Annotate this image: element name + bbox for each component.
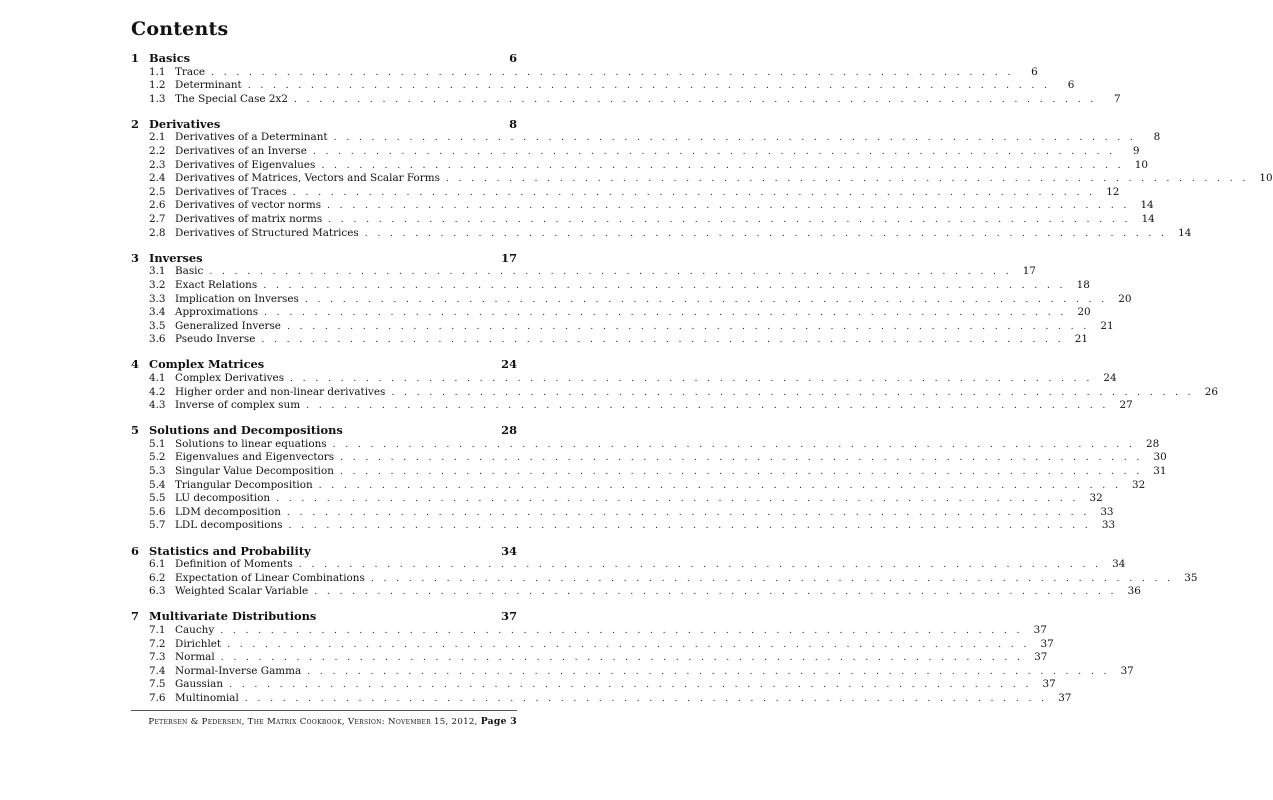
dot-leader: . . . . . . . . . . . . . . . . . . . . . . . . . . . . . . . . . . . . . . . . . . . . . . . . . . . . . . . . . . . . . . . . — [298, 559, 1102, 571]
dot-leader: . . . . . . . . . . . . . . . . . . . . . . . . . . . . . . . . . . . . . . . . . . . . . . . . . . . . . . . . . . . . . . . . — [244, 692, 1048, 704]
section-title: Derivatives of vector norms — [175, 199, 322, 212]
toc-chapter — [131, 543, 1198, 599]
section-number: 3.6 — [149, 333, 166, 346]
section-page-number: 35 — [1184, 571, 1198, 584]
section-title: Complex Derivatives — [175, 371, 285, 384]
toc-section-entry[interactable] — [131, 158, 1148, 173]
section-number: 7.4 — [149, 664, 166, 677]
section-page-number: 26 — [1204, 385, 1219, 398]
section-title: Normal — [175, 651, 215, 664]
section-page-number: 17 — [1022, 265, 1036, 278]
toc-section-entry[interactable] — [131, 371, 1117, 386]
chapter-number: 4 — [131, 357, 139, 372]
footer-page-number: Page 3 — [480, 716, 517, 727]
section-number: 5.1 — [149, 437, 166, 450]
chapter-page-number: 37 — [501, 609, 517, 624]
toc-chapter — [131, 609, 1134, 705]
chapter-title: Multivariate Distributions — [149, 609, 317, 624]
dot-leader: . . . . . . . . . . . . . . . . . . . . . . . . . . . . . . . . . . . . . . . . . . . . . . . . . . . . . . . . . . . . . . . . — [292, 186, 1096, 198]
section-page-number: 33 — [1101, 519, 1116, 532]
toc-section-entry[interactable] — [131, 185, 1120, 200]
section-title: Derivatives of a Determinant — [175, 131, 328, 144]
section-title: Expectation of Linear Combinations — [175, 571, 365, 584]
toc-chapter — [131, 423, 1167, 533]
section-number: 3.3 — [149, 292, 166, 305]
section-page-number: 14 — [1178, 226, 1192, 239]
dot-leader: . . . . . . . . . . . . . . . . . . . . . . . . . . . . . . . . . . . . . . . . . . . . . . . . . . . . . . . . . . . . . . . . — [307, 665, 1110, 677]
toc-section-entry[interactable] — [131, 319, 1114, 334]
dot-leader: . . . . . . . . . . . . . . . . . . . . . . . . . . . . . . . . . . . . . . . . . . . . . . . . . . . . . . . . . . . . . . . . — [314, 586, 1117, 598]
dot-leader: . . . . . . . . . . . . . . . . . . . . . . . . . . . . . . . . . . . . . . . . . . . . . . . . . . . . . . . . . . . . . . . . — [220, 624, 1023, 636]
toc-section-entry[interactable] — [131, 385, 1219, 400]
toc-section-entry[interactable] — [131, 265, 1036, 279]
section-number: 2.8 — [149, 226, 166, 239]
section-page-number: 30 — [1153, 451, 1167, 464]
dot-leader: . . . . . . . . . . . . . . . . . . . . . . . . . . . . . . . . . . . . . . . . . . . . . . . . . . . . . . . . . . . . . . . . — [286, 320, 1090, 332]
section-number: 3.4 — [149, 306, 166, 319]
toc-section-entry[interactable] — [131, 79, 1075, 93]
section-number: 5.2 — [149, 451, 166, 464]
dot-leader: . . . . . . . . . . . . . . . . . . . . . . . . . . . . . . . . . . . . . . . . . . . . . . . . . . . . . . . . . . . . . . . . — [332, 438, 1136, 450]
section-number: 2.1 — [149, 131, 166, 144]
toc-section-entry[interactable] — [131, 651, 1048, 665]
table-of-contents — [131, 51, 1273, 717]
section-title: Derivatives of Traces — [175, 185, 287, 198]
section-page-number: 34 — [1112, 558, 1126, 571]
section-number: 1.2 — [149, 79, 166, 92]
section-title: LDM decomposition — [175, 505, 281, 518]
toc-section-entry[interactable] — [131, 213, 1155, 227]
section-page-number: 20 — [1077, 306, 1091, 319]
section-page-number: 10 — [1134, 158, 1148, 171]
section-title: Gaussian — [175, 678, 224, 691]
dot-leader: . . . . . . . . . . . . . . . . . . . . . . . . . . . . . . . . . . . . . . . . . . . . . . . . . . . . . . . . . . . . . . . . — [391, 386, 1195, 398]
toc-section-entry[interactable] — [131, 437, 1160, 452]
toc-section-entry[interactable] — [131, 172, 1273, 186]
page-footer — [131, 716, 517, 727]
dot-leader: . . . . . . . . . . . . . . . . . . . . . . . . . . . . . . . . . . . . . . . . . . . . . . . . . . . . . . . . . . . . . . . . — [276, 493, 1079, 505]
chapter-title: Basics — [149, 51, 191, 65]
section-number: 5.3 — [149, 465, 166, 478]
toc-section-entry[interactable] — [131, 519, 1116, 533]
section-number: 7.2 — [149, 637, 166, 650]
section-title: Trace — [175, 65, 206, 78]
section-number: 7.3 — [149, 651, 166, 664]
chapter-number: 2 — [131, 116, 139, 131]
dot-leader: . . . . . . . . . . . . . . . . . . . . . . . . . . . . . . . . . . . . . . . . . . . . . . . . . . . . . . . . . . . . . . . . — [370, 572, 1174, 584]
section-number: 2.4 — [149, 172, 166, 185]
toc-section-entry[interactable] — [131, 278, 1090, 293]
section-page-number: 32 — [1132, 478, 1146, 491]
section-title: Derivatives of Eigenvalues — [175, 158, 316, 171]
dot-leader: . . . . . . . . . . . . . . . . . . . . . . . . . . . . . . . . . . . . . . . . . . . . . . . . . . . . . . . . . . . . . . . . — [264, 307, 1067, 319]
chapter-title: Solutions and Decompositions — [149, 423, 343, 438]
dot-leader: . . . . . . . . . . . . . . . . . . . . . . . . . . . . . . . . . . . . . . . . . . . . . . . . . . . . . . . . . . . . . . . . — [211, 66, 1014, 78]
section-number: 1.1 — [149, 65, 166, 78]
section-title: Normal-Inverse Gamma — [175, 664, 302, 677]
toc-section-entry[interactable] — [131, 465, 1167, 479]
toc-chapter — [131, 357, 1219, 412]
toc-chapter — [131, 51, 1121, 106]
toc-section-entry[interactable] — [131, 678, 1056, 692]
dot-leader: . . . . . . . . . . . . . . . . . . . . . . . . . . . . . . . . . . . . . . . . . . . . . . . . . . . . . . . . . . . . . . . . — [229, 679, 1032, 691]
toc-section-entry[interactable] — [131, 292, 1132, 307]
dot-leader: . . . . . . . . . . . . . . . . . . . . . . . . . . . . . . . . . . . . . . . . . . . . . . . . . . . . . . . . . . . . . . . . — [227, 638, 1030, 650]
toc-section-entry[interactable] — [131, 492, 1103, 506]
toc-chapter-entry[interactable] — [131, 52, 517, 66]
section-title: Inverse of complex sum — [175, 399, 301, 412]
section-title: Definition of Moments — [175, 558, 293, 571]
section-page-number: 6 — [1031, 65, 1038, 78]
toc-section-entry[interactable] — [131, 505, 1114, 520]
section-title: Pseudo Inverse — [175, 333, 256, 346]
chapter-number: 5 — [131, 423, 139, 438]
section-title: Dirichlet — [175, 637, 222, 650]
section-number: 2.2 — [149, 145, 166, 158]
section-page-number: 21 — [1100, 319, 1114, 332]
section-title: Implication on Inverses — [175, 292, 299, 305]
toc-section-entry[interactable] — [131, 637, 1054, 652]
section-number: 2.5 — [149, 185, 166, 198]
section-title: LDL decompositions — [175, 519, 283, 532]
section-page-number: 37 — [1034, 651, 1048, 664]
section-number: 2.3 — [149, 158, 166, 171]
toc-section-entry[interactable] — [131, 92, 1121, 107]
section-title: Approximations — [175, 306, 259, 319]
section-page-number: 27 — [1119, 399, 1133, 412]
dot-leader: . . . . . . . . . . . . . . . . . . . . . . . . . . . . . . . . . . . . . . . . . . . . . . . . . . . . . . . . . . . . . . . . — [293, 93, 1097, 105]
section-page-number: 37 — [1058, 691, 1072, 704]
toc-chapter — [131, 250, 1132, 347]
section-title: Derivatives of Matrices, Vectors and Scalar Forms — [175, 172, 440, 185]
toc-section-entry[interactable] — [131, 145, 1140, 159]
section-number: 6.3 — [149, 585, 166, 598]
toc-chapter-entry[interactable] — [131, 424, 517, 438]
dot-leader: . . . . . . . . . . . . . . . . . . . . . . . . . . . . . . . . . . . . . . . . . . . . . . . . . . . . . . . . . . . . . . . . — [318, 479, 1122, 491]
section-title: Eigenvalues and Eigenvectors — [175, 451, 335, 464]
chapter-number: 3 — [131, 250, 139, 265]
section-title: Basic — [175, 265, 204, 278]
section-number: 5.4 — [149, 478, 166, 491]
toc-section-entry[interactable] — [131, 131, 1161, 145]
section-page-number: 14 — [1141, 213, 1155, 226]
toc-section-entry[interactable] — [131, 333, 1088, 347]
chapter-title: Statistics and Probability — [149, 543, 311, 558]
section-page-number: 8 — [1153, 131, 1161, 144]
dot-leader: . . . . . . . . . . . . . . . . . . . . . . . . . . . . . . . . . . . . . . . . . . . . . . . . . . . . . . . . . . . . . . . . — [312, 146, 1116, 158]
section-number: 3.5 — [149, 319, 166, 332]
toc-chapter-entry[interactable] — [131, 610, 517, 624]
section-number: 5.5 — [149, 492, 166, 505]
chapter-page-number: 28 — [501, 423, 517, 438]
dot-leader: . . . . . . . . . . . . . . . . . . . . . . . . . . . . . . . . . . . . . . . . . . . . . . . . . . . . . . . . . . . . . . . . — [209, 266, 1012, 278]
section-page-number: 37 — [1042, 678, 1056, 691]
section-page-number: 10 — [1259, 172, 1273, 185]
dot-leader: . . . . . . . . . . . . . . . . . . . . . . . . . . . . . . . . . . . . . . . . . . . . . . . . . . . . . . . . . . . . . . . . — [364, 227, 1168, 239]
section-title: Derivatives of Structured Matrices — [175, 226, 359, 239]
section-number: 7.1 — [149, 623, 166, 636]
toc-section-entry[interactable] — [131, 451, 1167, 465]
toc-section-entry[interactable] — [131, 199, 1154, 213]
section-title: Multinomial — [175, 691, 239, 704]
dot-leader: . . . . . . . . . . . . . . . . . . . . . . . . . . . . . . . . . . . . . . . . . . . . . . . . . . . . . . . . . . . . . . . . — [340, 452, 1143, 464]
section-page-number: 9 — [1132, 145, 1140, 158]
toc-section-entry[interactable] — [131, 306, 1091, 320]
section-page-number: 37 — [1120, 664, 1134, 677]
toc-section-entry[interactable] — [131, 478, 1146, 493]
toc-section-entry[interactable] — [131, 226, 1192, 241]
chapter-page-number: 6 — [509, 51, 517, 65]
toc-section-entry[interactable] — [131, 571, 1198, 586]
section-page-number: 12 — [1106, 185, 1120, 198]
chapter-number: 1 — [131, 51, 139, 65]
dot-leader: . . . . . . . . . . . . . . . . . . . . . . . . . . . . . . . . . . . . . . . . . . . . . . . . . . . . . . . . . . . . . . . . — [261, 334, 1064, 346]
section-title: LU decomposition — [175, 492, 271, 505]
section-page-number: 18 — [1076, 278, 1090, 291]
chapter-page-number: 17 — [501, 250, 517, 265]
section-number: 2.6 — [149, 199, 166, 212]
section-page-number: 37 — [1033, 623, 1047, 636]
chapter-title: Inverses — [149, 250, 203, 265]
toc-section-entry[interactable] — [131, 691, 1072, 706]
chapter-number: 7 — [131, 609, 139, 624]
chapter-page-number: 8 — [509, 116, 517, 131]
section-number: 1.3 — [149, 92, 166, 105]
toc-section-entry[interactable] — [131, 664, 1134, 679]
section-title: Weighted Scalar Variable — [175, 585, 309, 598]
section-page-number: 33 — [1100, 505, 1114, 518]
section-page-number: 6 — [1067, 79, 1075, 92]
section-number: 4.3 — [149, 399, 166, 412]
dot-leader: . . . . . . . . . . . . . . . . . . . . . . . . . . . . . . . . . . . . . . . . . . . . . . . . . . . . . . . . . . . . . . . . — [263, 279, 1066, 291]
section-page-number: 21 — [1074, 333, 1088, 346]
toc-section-entry[interactable] — [131, 558, 1126, 572]
dot-leader: . . . . . . . . . . . . . . . . . . . . . . . . . . . . . . . . . . . . . . . . . . . . . . . . . . . . . . . . . . . . . . . . — [304, 293, 1108, 305]
dot-leader: . . . . . . . . . . . . . . . . . . . . . . . . . . . . . . . . . . . . . . . . . . . . . . . . . . . . . . . . . . . . . . . . — [247, 80, 1051, 92]
section-page-number: 14 — [1140, 199, 1154, 212]
toc-section-entry[interactable] — [131, 399, 1133, 413]
footer-citation: Petersen & Pedersen, The Matrix Cookbook, Version: November 15, 2012, — [148, 717, 478, 727]
chapter-number: 6 — [131, 543, 139, 558]
section-title: Solutions to linear equations — [175, 437, 327, 450]
chapter-title: Derivatives — [149, 116, 221, 131]
dot-leader: . . . . . . . . . . . . . . . . . . . . . . . . . . . . . . . . . . . . . . . . . . . . . . . . . . . . . . . . . . . . . . . . — [333, 132, 1137, 144]
dot-leader: . . . . . . . . . . . . . . . . . . . . . . . . . . . . . . . . . . . . . . . . . . . . . . . . . . . . . . . . . . . . . . . . — [290, 372, 1093, 384]
dot-leader: . . . . . . . . . . . . . . . . . . . . . . . . . . . . . . . . . . . . . . . . . . . . . . . . . . . . . . . . . . . . . . . . — [321, 159, 1124, 171]
dot-leader: . . . . . . . . . . . . . . . . . . . . . . . . . . . . . . . . . . . . . . . . . . . . . . . . . . . . . . . . . . . . . . . . — [286, 506, 1090, 518]
dot-leader: . . . . . . . . . . . . . . . . . . . . . . . . . . . . . . . . . . . . . . . . . . . . . . . . . . . . . . . . . . . . . . . . — [288, 520, 1092, 532]
toc-chapter-entry[interactable] — [131, 545, 517, 559]
section-number: 4.2 — [149, 385, 166, 398]
dot-leader: . . . . . . . . . . . . . . . . . . . . . . . . . . . . . . . . . . . . . . . . . . . . . . . . . . . . . . . . . . . . . . . . — [220, 652, 1024, 664]
chapter-page-number: 34 — [501, 543, 517, 558]
section-title: Generalized Inverse — [175, 319, 281, 332]
dot-leader: . . . . . . . . . . . . . . . . . . . . . . . . . . . . . . . . . . . . . . . . . . . . . . . . . . . . . . . . . . . . . . . . — [445, 173, 1249, 185]
section-page-number: 32 — [1089, 492, 1103, 505]
section-title: Singular Value Decomposition — [175, 465, 334, 478]
section-number: 4.1 — [149, 371, 166, 384]
dot-leader: . . . . . . . . . . . . . . . . . . . . . . . . . . . . . . . . . . . . . . . . . . . . . . . . . . . . . . . . . . . . . . . . — [339, 466, 1143, 478]
section-number: 3.1 — [149, 265, 166, 278]
dot-leader: . . . . . . . . . . . . . . . . . . . . . . . . . . . . . . . . . . . . . . . . . . . . . . . . . . . . . . . . . . . . . . . . — [306, 400, 1109, 412]
section-title: Higher order and non-linear derivatives — [175, 385, 386, 398]
section-title: The Special Case 2x2 — [175, 92, 288, 105]
dot-leader: . . . . . . . . . . . . . . . . . . . . . . . . . . . . . . . . . . . . . . . . . . . . . . . . . . . . . . . . . . . . . . . . — [328, 214, 1131, 226]
dot-leader: . . . . . . . . . . . . . . . . . . . . . . . . . . . . . . . . . . . . . . . . . . . . . . . . . . . . . . . . . . . . . . . . — [327, 200, 1130, 212]
section-title: Determinant — [175, 79, 242, 92]
toc-section-entry[interactable] — [131, 623, 1047, 638]
toc-chapter — [131, 116, 1273, 240]
toc-chapter-entry[interactable] — [131, 252, 517, 266]
section-number: 3.2 — [149, 278, 166, 291]
section-number: 2.7 — [149, 213, 166, 226]
section-page-number: 7 — [1113, 92, 1121, 105]
section-page-number: 24 — [1103, 371, 1117, 384]
section-title: Triangular Decomposition — [175, 478, 313, 491]
chapter-title: Complex Matrices — [149, 357, 265, 372]
section-number: 6.1 — [149, 558, 166, 571]
toc-section-entry[interactable] — [131, 65, 1038, 80]
section-number: 5.6 — [149, 505, 166, 518]
footer-divider — [131, 710, 517, 711]
section-page-number: 20 — [1118, 292, 1132, 305]
section-number: 7.6 — [149, 691, 166, 704]
section-number: 5.7 — [149, 519, 166, 532]
section-page-number: 37 — [1040, 637, 1054, 650]
section-page-number: 28 — [1146, 437, 1160, 450]
toc-chapter-entry[interactable] — [131, 118, 517, 132]
section-title: Derivatives of matrix norms — [175, 213, 323, 226]
section-number: 7.5 — [149, 678, 166, 691]
section-page-number: 31 — [1153, 465, 1167, 478]
section-title: Exact Relations — [175, 278, 258, 291]
page-title: Contents — [131, 18, 229, 40]
section-title: Cauchy — [175, 623, 215, 636]
section-number: 6.2 — [149, 571, 166, 584]
section-title: Derivatives of an Inverse — [175, 145, 307, 158]
toc-chapter-entry[interactable] — [131, 358, 517, 372]
toc-section-entry[interactable] — [131, 585, 1141, 599]
section-page-number: 36 — [1127, 585, 1141, 598]
chapter-page-number: 24 — [501, 357, 517, 372]
